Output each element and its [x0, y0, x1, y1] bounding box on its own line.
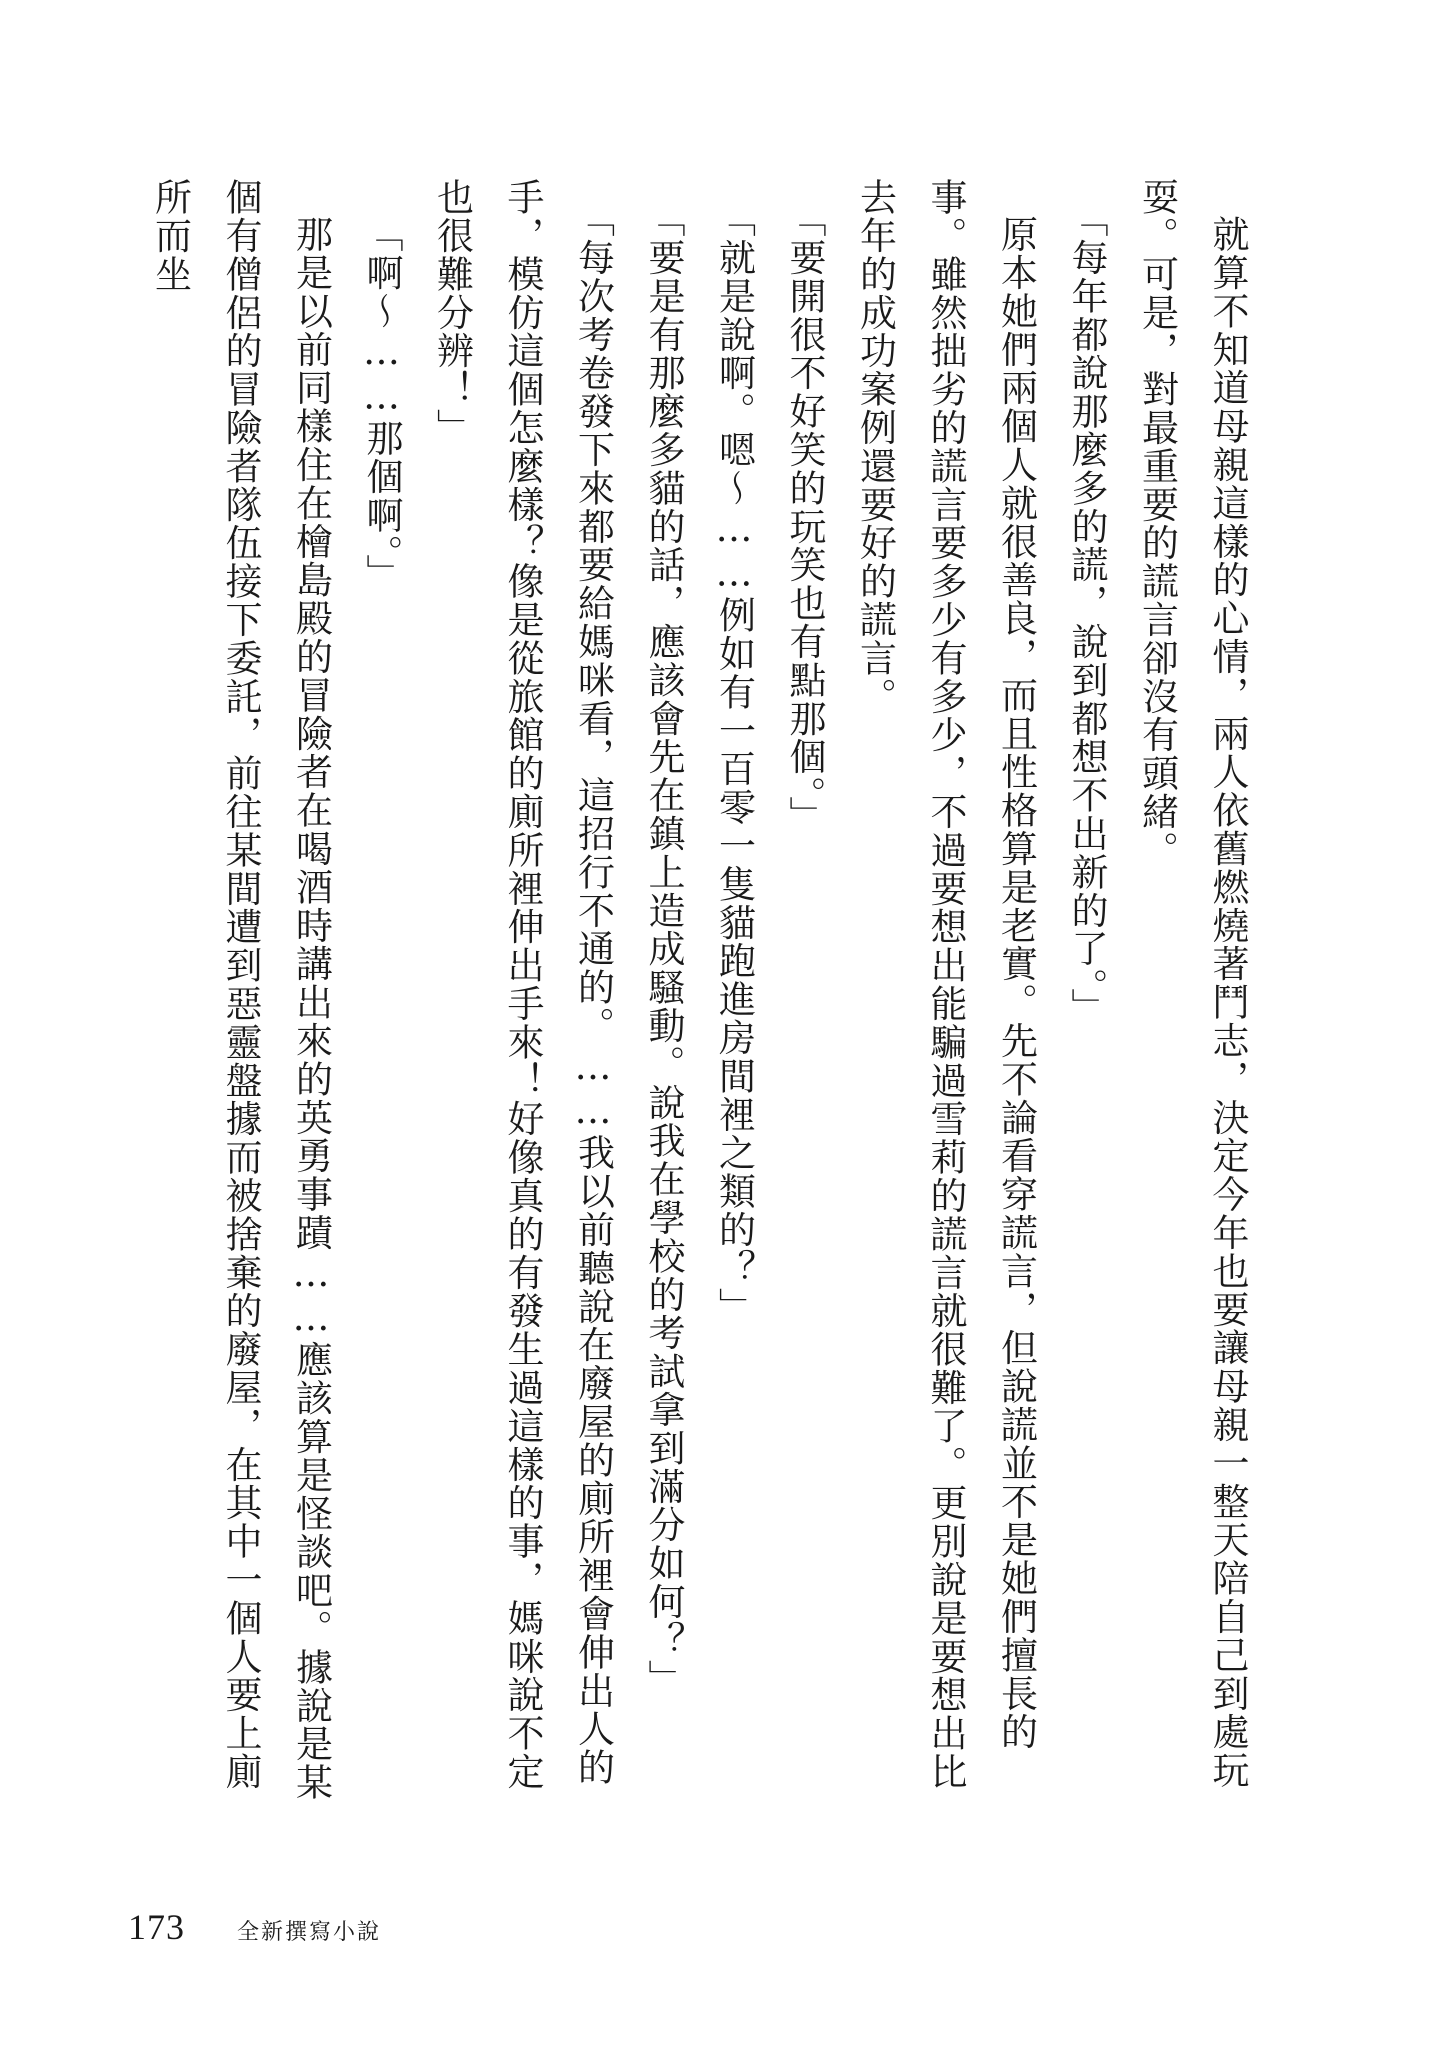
paragraph-2: 原本她們兩個人就很善良，而且性格算是老實。先不論看穿謊言，但說謊並不是她們擅長的事。雖然拙劣的謊言要多少有多少，不過要想出能騙過雪莉的謊言就很難了。更別說是要想出比去年的成功案例還要好的謊言。 [853, 178, 1038, 1791]
novel-body-text [148, 178, 1262, 1818]
paragraph-3: 那是以前同樣住在檜島殿的冒險者在喝酒時講出來的英勇事蹟……應該算是怪談吧。據說是某個有僧侶的冒險者隊伍接下委託，前往某間遭到惡靈盤據而被捨棄的廢屋，在其中一個人要上廁所而坐 [148, 178, 333, 1802]
page-number: 173 [128, 1907, 185, 1947]
dialogue-2: 「要開很不好笑的玩笑也有點那個。」 [783, 200, 826, 835]
dialogue-6: 「啊～……那個啊。」 [360, 215, 403, 593]
dialogue-3: 「就是說啊。嗯～……例如有一百零一隻貓跑進房間裡之類的？」 [712, 200, 756, 1326]
dialogue-5: 「每次考卷發下來都要給媽咪看，這招行不通的。……我以前聽說在廢屋的廁所裡會伸出人的手，模仿這個怎麼樣？像是從旅館的廁所裡伸出手來！好像真的有發生過這樣的事，媽咪說不定也很難分辨！」 [430, 178, 615, 1791]
running-title: 全新撰寫小說 [237, 1920, 382, 1945]
dialogue-1: 「每年都說那麼多的謊，說到都想不出新的了。」 [1065, 200, 1108, 1027]
dialogue-4: 「要是有那麼多貓的話，應該會先在鎮上造成騷動。說我在學校的考試拿到滿分如何？」 [642, 200, 685, 1698]
paragraph-1: 就算不知道母親這樣的心情，兩人依舊燃燒著鬥志，決定今年也要讓母親一整天陪自己到處玩耍。可是，對最重要的謊言卻沒有頭緒。 [1135, 178, 1249, 1790]
page-footer [128, 1906, 381, 1948]
